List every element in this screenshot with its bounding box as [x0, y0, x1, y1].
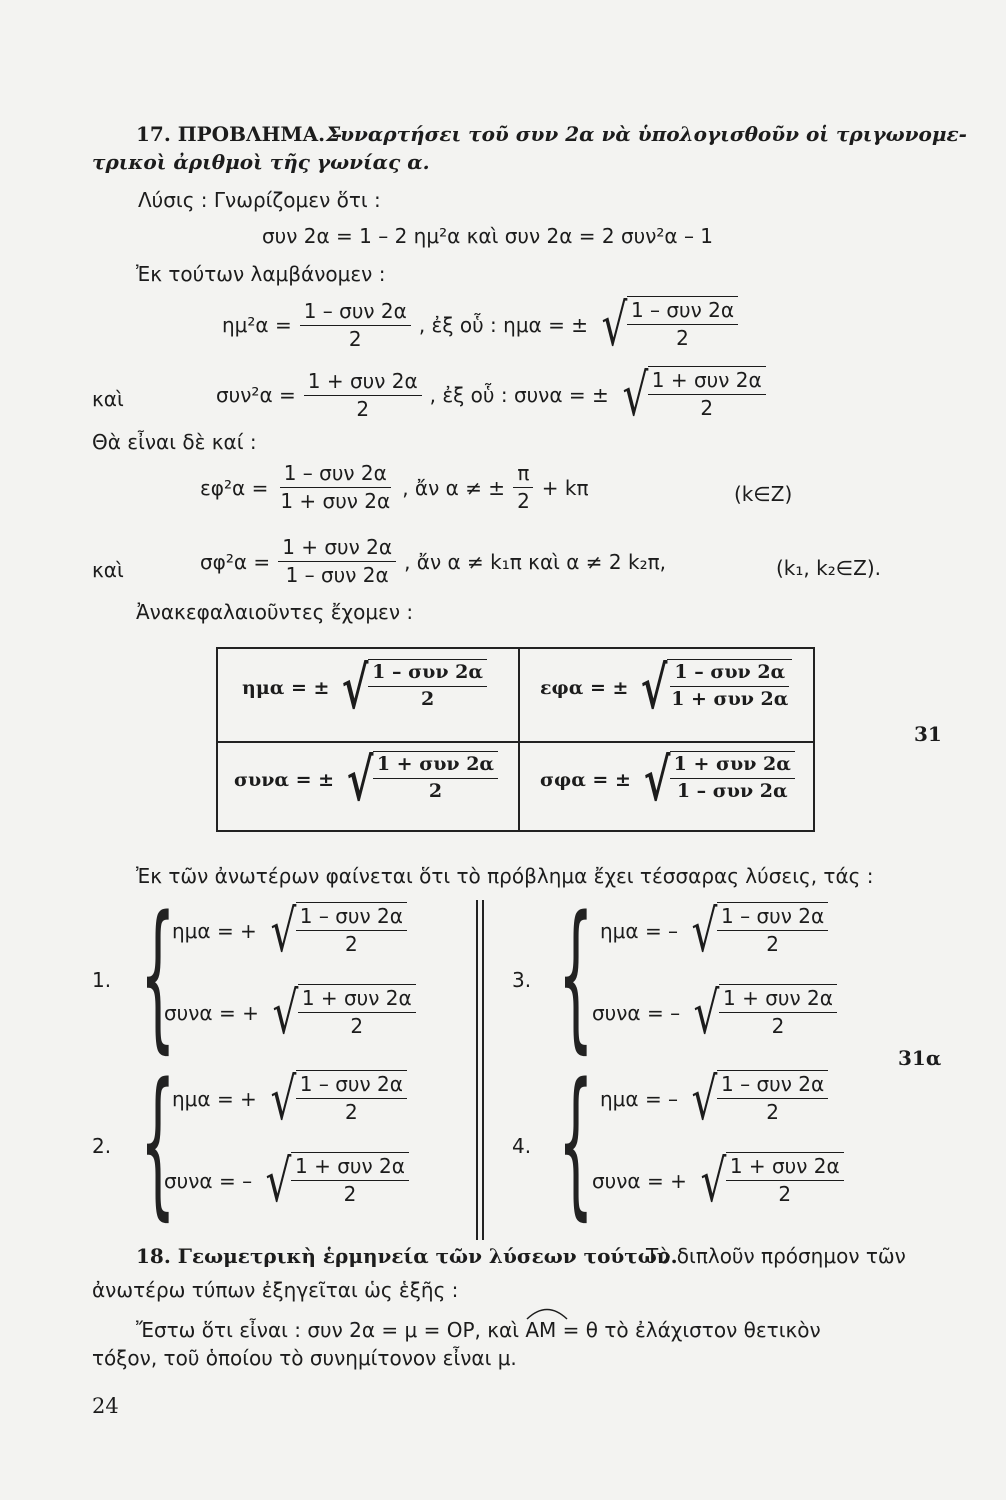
brace-icon: { [558, 881, 594, 1068]
summary-table [216, 647, 815, 832]
solution-cos-line: συνα = + √ $\frac{\text{1 + συν 2α}}{2}$ [592, 1152, 844, 1210]
solutions-intro: Ἐκ τῶν ἀνωτέρων φαίνεται ὅτι τὸ πρόβλημα ἔχει τέσσαρας λύσεις, τάς : [136, 864, 874, 888]
solution-cos-line: συνα = + √ $\frac{\text{1 + συν 2α}}{2}$ [164, 984, 416, 1042]
table-cell-cot: σφα = ± √ $\frac{\text{1 + συν 2α}}{\text{1 – συν 2α}}$ [540, 751, 795, 809]
section-18-heading: 18. Γεωμετρικὴ ἑρμηνεία τῶν λύσεων τούτων. [136, 1244, 678, 1268]
table-cell-tan: εφα = ± √ $\frac{\text{1 – συν 2α}}{\text{1 + συν 2α}}$ [540, 659, 792, 717]
section-18-line2: ἀνωτέρω τύπων ἐξηγεῖται ὡς ἑξῆς : [92, 1278, 459, 1302]
section-18-line1: Τὸ διπλοῦν πρόσημον τῶν [646, 1244, 906, 1268]
problem-17-title-cont: τρικοὶ ἀριθμοὶ τῆς γωνίας α. [92, 150, 430, 174]
solution-sin-line: ημα = + √ $\frac{\text{1 – συν 2α}}{2}$ [172, 902, 407, 960]
solution-cos-line: συνα = – √ $\frac{\text{1 + συν 2α}}{2}$ [592, 984, 837, 1042]
table-ref-number: 31 [914, 722, 942, 746]
brace-icon: { [140, 881, 176, 1068]
brace-icon: { [140, 1048, 176, 1235]
table-cell-cos: συνα = ± √ $\frac{\text{1 + συν 2α}}{2}$ [234, 751, 498, 809]
eq2-kai: καὶ [92, 387, 124, 411]
equation-tan-squared: εφ²α = $\frac{\text{1 – συν 2α}}{\text{1 + συν 2α}}$ , ἄν α ≠ ± $\frac{\pi}{2}$ + kπ [200, 461, 589, 513]
arc-am: AM [525, 1312, 556, 1342]
identity-line: συν 2α = 1 – 2 ημ²α καὶ συν 2α = 2 συν²α – 1 [262, 224, 714, 248]
page-number: 24 [92, 1394, 119, 1418]
solution-label: 1. [92, 968, 112, 992]
solution-sin-line: ημα = – √ $\frac{\text{1 – συν 2α}}{2}$ [600, 902, 828, 960]
eq4-set: (k₁, k₂∈Z). [776, 556, 881, 580]
table-cell-sin: ημα = ± √ $\frac{\text{1 – συν 2α}}{2}$ [242, 659, 487, 717]
eq4-kai: καὶ [92, 558, 124, 582]
solution-sin-line: ημα = + √ $\frac{\text{1 – συν 2α}}{2}$ [172, 1070, 407, 1128]
brace-icon: { [558, 1048, 594, 1235]
solution-label: 3. [512, 968, 532, 992]
problem-17-number: 17. ΠΡΟΒΛΗΜΑ. – [136, 122, 343, 146]
summary-text: Ἀνακεφαλαιοῦντες ἔχομεν : [136, 600, 414, 624]
solution-intro: Λύσις : Γνωρίζομεν ὅτι : [138, 188, 381, 212]
solutions-ref-number: 31α [898, 1046, 942, 1070]
solution-cos-line: συνα = – √ $\frac{\text{1 + συν 2α}}{2}$ [164, 1152, 409, 1210]
also-text: Θὰ εἶναι δὲ καί : [92, 430, 257, 454]
from-these: Ἐκ τούτων λαμβάνομεν : [136, 262, 386, 286]
section-18-line3: Ἔστω ὅτι εἶναι : συν 2α = μ = OP, καὶ AM = θ τὸ ἐλάχιστον θετικὸν [136, 1312, 821, 1342]
equation-sin-squared: ημ²α = $\frac{\text{1 – συν 2α}}{2}$ , ἐξ οὗ : ημα = ± √ $\frac{\text{1 – συν 2α}}{2}$ [222, 296, 738, 354]
eq3-set: (k∈Z) [734, 482, 793, 506]
solution-sin-line: ημα = – √ $\frac{\text{1 – συν 2α}}{2}$ [600, 1070, 828, 1128]
problem-17-title: Συναρτήσει τοῦ συν 2α νὰ ὑπολογισθοῦν οἱ τριγωνομε- [326, 122, 967, 146]
equation-cos-squared: συν²α = $\frac{\text{1 + συν 2α}}{2}$ , ἐξ οὗ : συνα = ± √ $\frac{\text{1 + συν 2α}}{2}$ [216, 366, 766, 424]
section-18-line4: τόξον, τοῦ ὁποίου τὸ συνημίτονον εἶναι μ. [92, 1346, 517, 1370]
solution-label: 2. [92, 1134, 112, 1158]
equation-cot-squared: σφ²α = $\frac{\text{1 + συν 2α}}{\text{1 – συν 2α}}$ , ἄν α ≠ k₁π καὶ α ≠ 2 k₂π, [200, 535, 666, 587]
solution-label: 4. [512, 1134, 532, 1158]
